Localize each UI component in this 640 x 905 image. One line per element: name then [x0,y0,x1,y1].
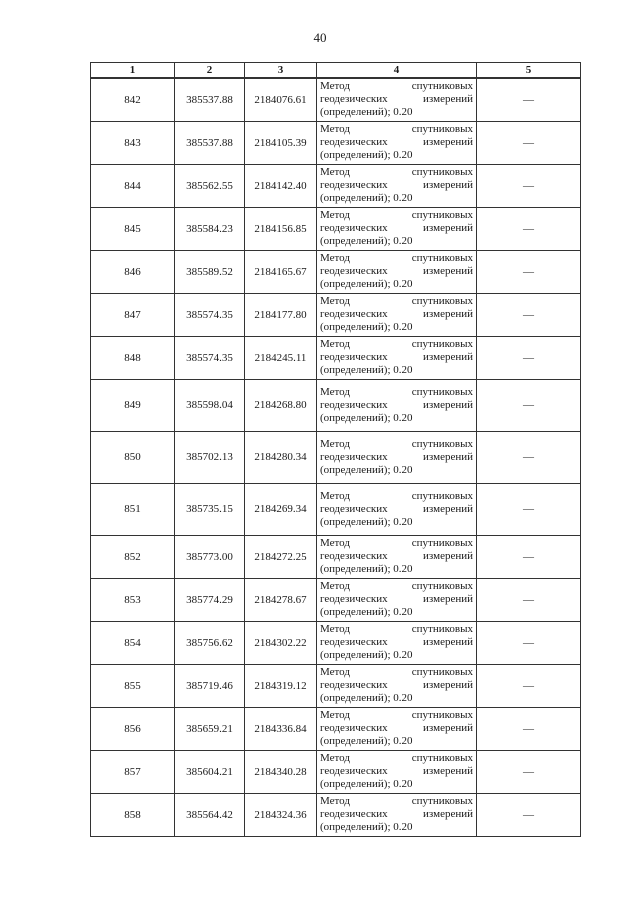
note-cell: — [477,793,581,836]
table-row [91,293,581,336]
column-header-3: 3 [245,63,317,79]
table-row [91,78,581,121]
point-number-cell: 845 [91,207,175,250]
method-cell: Метод спутниковых геодезических измерений (определений); 0.20 [317,707,477,750]
note-cell: — [477,431,581,483]
point-number-cell: 843 [91,121,175,164]
point-number-cell: 844 [91,164,175,207]
method-cell: Метод спутниковых геодезических измерений (определений); 0.20 [317,164,477,207]
method-cell: Метод спутниковых геодезических измерений (определений); 0.20 [317,621,477,664]
table-row [91,164,581,207]
method-cell: Метод спутниковых геодезических измерений (определений); 0.20 [317,483,477,535]
note-cell: — [477,379,581,431]
point-number-cell: 857 [91,750,175,793]
x-coordinate-cell: 385598.04 [175,379,245,431]
x-coordinate-cell: 385537.88 [175,78,245,121]
y-coordinate-cell: 2184302.22 [245,621,317,664]
point-number-cell: 858 [91,793,175,836]
x-coordinate-cell: 385584.23 [175,207,245,250]
note-cell: — [477,707,581,750]
y-coordinate-cell: 2184268.80 [245,379,317,431]
note-cell: — [477,164,581,207]
table-row [91,483,581,535]
note-cell: — [477,664,581,707]
y-coordinate-cell: 2184336.84 [245,707,317,750]
method-cell: Метод спутниковых геодезических измерений (определений); 0.20 [317,250,477,293]
method-cell: Метод спутниковых геодезических измерений (определений); 0.20 [317,664,477,707]
method-cell: Метод спутниковых геодезических измерений (определений); 0.20 [317,379,477,431]
table-row [91,336,581,379]
table-row [91,578,581,621]
x-coordinate-cell: 385735.15 [175,483,245,535]
method-cell: Метод спутниковых геодезических измерений (определений); 0.20 [317,121,477,164]
point-number-cell: 853 [91,578,175,621]
y-coordinate-cell: 2184156.85 [245,207,317,250]
table-body [91,78,581,836]
point-number-cell: 849 [91,379,175,431]
table-header [91,63,581,79]
coordinates-table [90,62,581,837]
table-row [91,207,581,250]
method-cell: Метод спутниковых геодезических измерений (определений); 0.20 [317,293,477,336]
column-header-2: 2 [175,63,245,79]
x-coordinate-cell: 385659.21 [175,707,245,750]
method-cell: Метод спутниковых геодезических измерений (определений); 0.20 [317,793,477,836]
y-coordinate-cell: 2184324.36 [245,793,317,836]
point-number-cell: 855 [91,664,175,707]
note-cell: — [477,483,581,535]
note-cell: — [477,336,581,379]
point-number-cell: 842 [91,78,175,121]
y-coordinate-cell: 2184272.25 [245,535,317,578]
x-coordinate-cell: 385604.21 [175,750,245,793]
point-number-cell: 846 [91,250,175,293]
point-number-cell: 850 [91,431,175,483]
y-coordinate-cell: 2184177.80 [245,293,317,336]
x-coordinate-cell: 385773.00 [175,535,245,578]
y-coordinate-cell: 2184142.40 [245,164,317,207]
y-coordinate-cell: 2184340.28 [245,750,317,793]
x-coordinate-cell: 385574.35 [175,293,245,336]
y-coordinate-cell: 2184076.61 [245,78,317,121]
y-coordinate-cell: 2184245.11 [245,336,317,379]
note-cell: — [477,578,581,621]
table-row [91,664,581,707]
x-coordinate-cell: 385574.35 [175,336,245,379]
table-row [91,250,581,293]
method-cell: Метод спутниковых геодезических измерений (определений); 0.20 [317,207,477,250]
x-coordinate-cell: 385537.88 [175,121,245,164]
y-coordinate-cell: 2184165.67 [245,250,317,293]
note-cell: — [477,750,581,793]
method-cell: Метод спутниковых геодезических измерений (определений); 0.20 [317,78,477,121]
method-cell: Метод спутниковых геодезических измерений (определений); 0.20 [317,750,477,793]
note-cell: — [477,293,581,336]
method-cell: Метод спутниковых геодезических измерений (определений); 0.20 [317,431,477,483]
column-header-1: 1 [91,63,175,79]
x-coordinate-cell: 385702.13 [175,431,245,483]
y-coordinate-cell: 2184278.67 [245,578,317,621]
x-coordinate-cell: 385756.62 [175,621,245,664]
point-number-cell: 856 [91,707,175,750]
header-row [91,63,581,79]
note-cell: — [477,78,581,121]
point-number-cell: 847 [91,293,175,336]
note-cell: — [477,207,581,250]
y-coordinate-cell: 2184105.39 [245,121,317,164]
table-row [91,121,581,164]
x-coordinate-cell: 385719.46 [175,664,245,707]
point-number-cell: 852 [91,535,175,578]
y-coordinate-cell: 2184269.34 [245,483,317,535]
note-cell: — [477,535,581,578]
column-header-4: 4 [317,63,477,79]
table-row [91,535,581,578]
point-number-cell: 851 [91,483,175,535]
note-cell: — [477,250,581,293]
point-number-cell: 854 [91,621,175,664]
page-number: 40 [313,30,327,45]
table-row [91,793,581,836]
method-cell: Метод спутниковых геодезических измерений (определений); 0.20 [317,336,477,379]
table-row [91,379,581,431]
x-coordinate-cell: 385562.55 [175,164,245,207]
method-cell: Метод спутниковых геодезических измерений (определений); 0.20 [317,535,477,578]
note-cell: — [477,621,581,664]
y-coordinate-cell: 2184319.12 [245,664,317,707]
point-number-cell: 848 [91,336,175,379]
table-row [91,707,581,750]
method-cell: Метод спутниковых геодезических измерений (определений); 0.20 [317,578,477,621]
x-coordinate-cell: 385774.29 [175,578,245,621]
y-coordinate-cell: 2184280.34 [245,431,317,483]
table-row [91,750,581,793]
x-coordinate-cell: 385564.42 [175,793,245,836]
column-header-5: 5 [477,63,581,79]
note-cell: — [477,121,581,164]
x-coordinate-cell: 385589.52 [175,250,245,293]
table-row [91,621,581,664]
table-row [91,431,581,483]
